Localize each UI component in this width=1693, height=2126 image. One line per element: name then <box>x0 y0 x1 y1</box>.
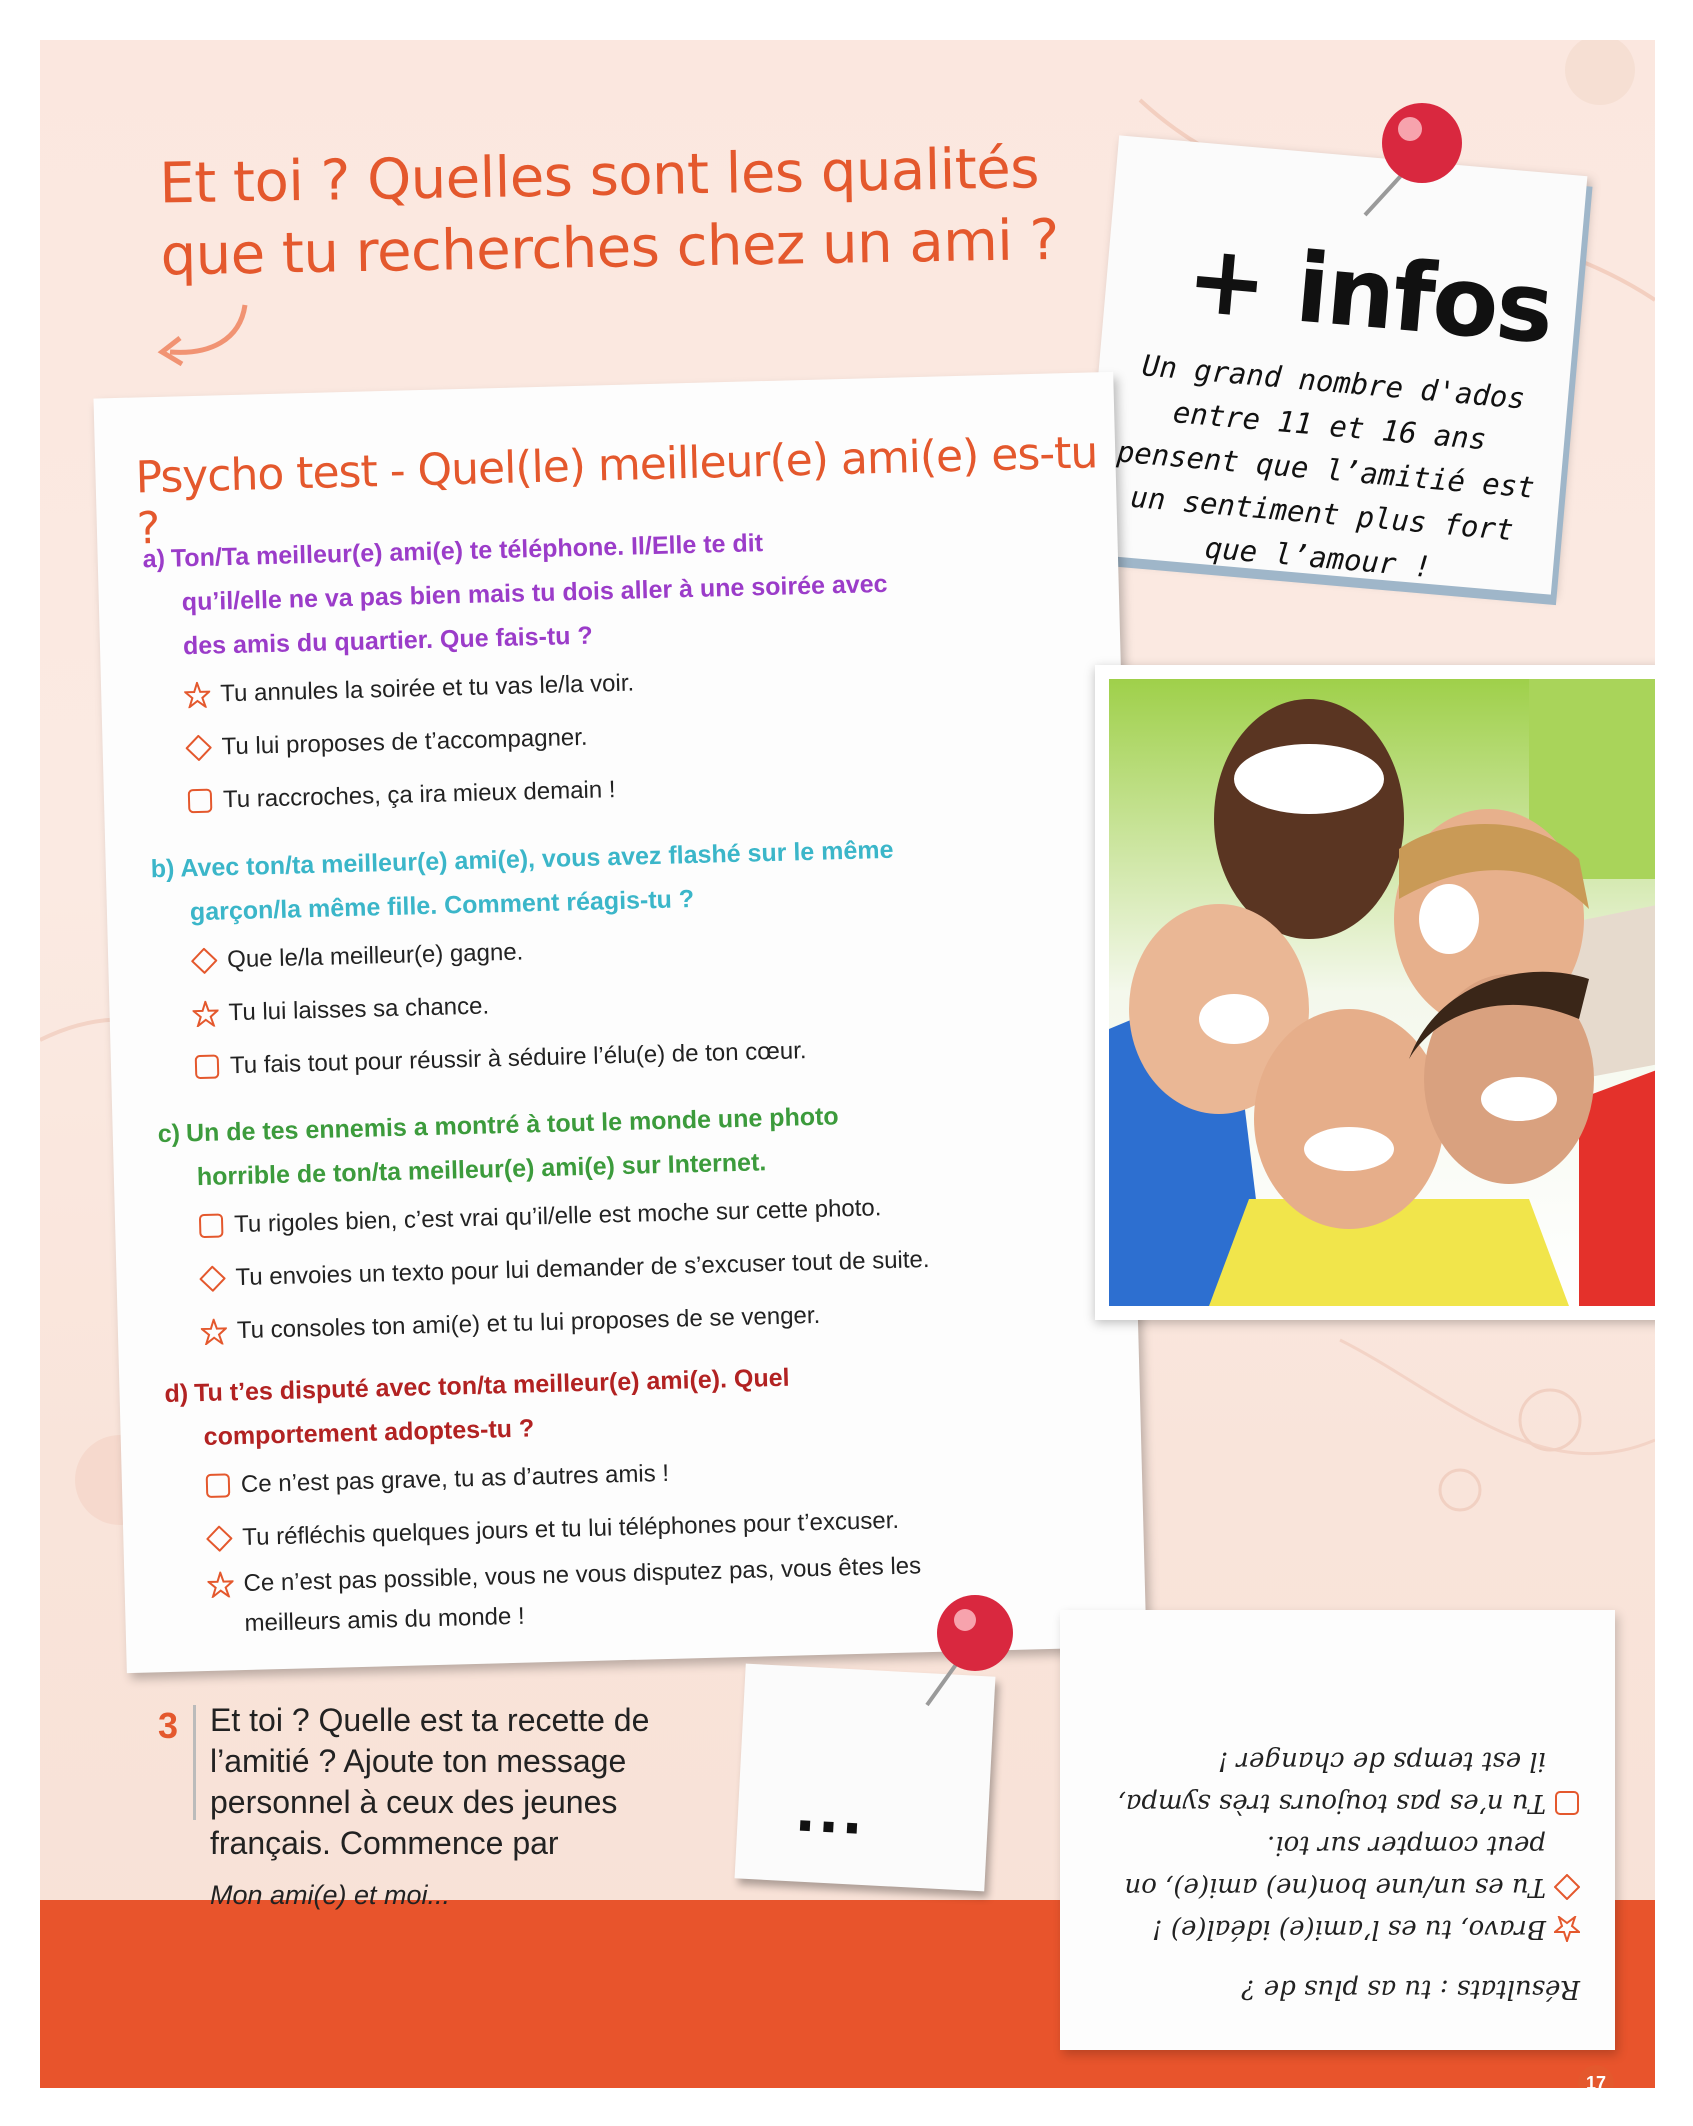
result-text: Tu n’es pas toujours très sympa, <box>1117 1788 1546 1818</box>
star-icon <box>1554 1916 1580 1942</box>
star-icon <box>192 1000 219 1027</box>
diamond-icon <box>1554 1874 1580 1900</box>
question-letter: a) <box>142 544 166 574</box>
heading-line-2: que tu recherches chez un ami ? <box>160 207 1060 289</box>
infos-title: + infos <box>1182 221 1557 366</box>
page-number: 17 <box>1578 2065 1614 2088</box>
result-diamond <box>1090 1866 1580 1908</box>
square-icon <box>205 1472 232 1499</box>
question-line: comportement adoptes-tu ? <box>203 1414 535 1452</box>
page <box>40 40 1655 2088</box>
result-square <box>1090 1782 1580 1824</box>
question-line: Tu t’es disputé avec ton/ta meilleur(e) ami(e). Quel <box>193 1363 790 1408</box>
pushpin-icon <box>915 1585 1025 1715</box>
result-text: Tu es un/une bon(ne) ami(e), on <box>1124 1872 1546 1902</box>
option-text: Tu consoles ton ami(e) et tu lui proposes de se venger. <box>236 1301 821 1344</box>
question-letter: b) <box>150 854 175 884</box>
exercise-divider <box>193 1705 196 1820</box>
question-b <box>150 823 1086 1094</box>
result-text: Bravo, tu es l’ami(e) idéal(e) ! <box>1152 1914 1546 1944</box>
results-title: Résultats : tu as plus de ? <box>1241 1974 1580 2004</box>
curved-arrow-icon <box>150 300 260 370</box>
star-icon <box>184 681 211 708</box>
pushpin-icon <box>1350 95 1470 225</box>
square-icon <box>194 1053 221 1080</box>
square-icon <box>187 787 214 814</box>
option-text: Tu lui proposes de t’accompagner. <box>221 723 588 760</box>
question-letter: d) <box>164 1379 189 1409</box>
question-a <box>142 513 1079 828</box>
diamond-icon <box>191 947 218 974</box>
result-square-cont: il est temps de changer ! <box>1217 1746 1546 1776</box>
question-letter: c) <box>157 1119 181 1149</box>
exercise-number: 3 <box>158 1705 179 1746</box>
page-heading <box>159 131 1141 292</box>
square-icon <box>1554 1790 1580 1816</box>
results-content-upside-down <box>1060 1610 1615 2050</box>
star-icon <box>201 1318 228 1345</box>
heading-line-1: Et toi ? Quelles sont les qualités <box>158 136 1040 217</box>
question-line: horrible de ton/ta meilleur(e) ami(e) sur Internet. <box>196 1148 767 1192</box>
option-text: Tu rigoles bien, c’est vrai qu’il/elle est moche sur cette photo. <box>233 1193 882 1238</box>
option-text: Tu annules la soirée et tu vas le/la voir. <box>219 669 635 707</box>
option-text: Ce n’est pas possible, vous ne vous disputez pas, vous êtes les <box>243 1552 922 1598</box>
result-star <box>1090 1908 1580 1950</box>
ellipsis-text: ... <box>794 1767 869 1850</box>
friends-photo <box>1095 665 1655 1320</box>
photo-illustration <box>1109 679 1655 1306</box>
diamond-icon <box>185 734 212 761</box>
question-c <box>157 1088 1093 1359</box>
question-line: Ton/Ta meilleur(e) ami(e) te téléphone. Il/Elle te dit <box>170 529 764 573</box>
quiz-title: Psycho test - Quel(le) meilleur(e) ami(e) es-tu ? <box>134 427 1098 555</box>
question-line: Avec ton/ta meilleur(e) ami(e), vous avez flashé sur le même <box>180 835 894 883</box>
question-text <box>142 513 1075 669</box>
exercise-example: Mon ami(e) et moi... <box>210 1880 451 1910</box>
results-card <box>1060 1610 1615 2050</box>
result-diamond-cont: peut compter sur toi. <box>1267 1830 1546 1860</box>
option-text: Tu lui laisses sa chance. <box>228 991 490 1026</box>
option-text: Tu raccroches, ça ira mieux demain ! <box>222 775 616 813</box>
diamond-icon <box>206 1525 233 1552</box>
option-text: Tu fais tout pour réussir à séduire l’élu(e) de ton cœur. <box>229 1036 807 1079</box>
question-line: garçon/la même fille. Comment réagis-tu ? <box>189 885 695 927</box>
option-text: Tu envoies un texto pour lui demander de s’excuser tout de suite. <box>235 1245 930 1291</box>
quiz-card <box>93 372 1146 1673</box>
star-icon <box>207 1571 234 1598</box>
infos-note <box>1083 135 1588 594</box>
infos-text: Un grand nombre d'ados entre 11 et 16 ans pensent que l’amitié est un sentiment plus fort que l’amour ! <box>1115 348 1537 585</box>
exercise-text: Et toi ? Quelle est ta recette de l’amitié ? Ajoute ton message personnel à ceux des jeunes français. Commence par <box>210 1702 650 1861</box>
option-text: meilleurs amis du monde ! <box>244 1602 525 1638</box>
diamond-icon <box>199 1265 226 1292</box>
question-line: qu’il/elle ne va pas bien mais tu dois aller à une soirée avec <box>181 569 888 617</box>
question-line: des amis du quartier. Que fais-tu ? <box>182 621 594 661</box>
option-text: Tu réfléchis quelques jours et tu lui téléphones pour t’excuser. <box>241 1506 900 1551</box>
option-text: Ce n’est pas grave, tu as d’autres amis ! <box>240 1459 670 1498</box>
option-text: Que le/la meilleur(e) gagne. <box>226 938 524 973</box>
question-line: Un de tes ennemis a montré à tout le monde une photo <box>185 1102 839 1148</box>
square-icon <box>198 1212 225 1239</box>
